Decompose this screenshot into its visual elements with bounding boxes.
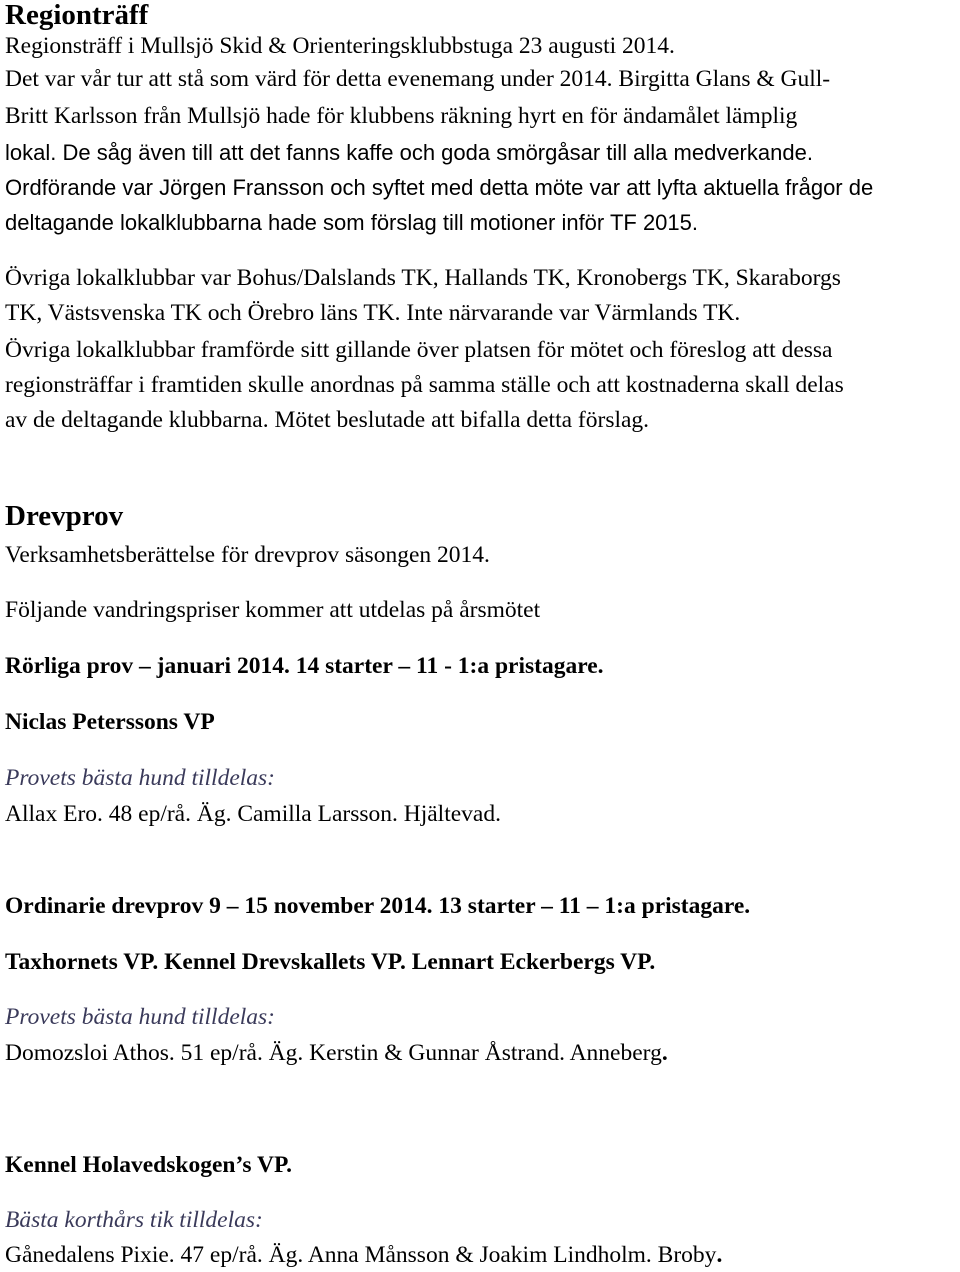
holavedskogen-winner-period: .: [716, 1242, 723, 1268]
regiontraff-line-3: Britt Karlsson från Mullsjö hade för klubbens räkning hyrt en för ändamålet lämplig: [5, 103, 798, 129]
ordinarie-winner-text: Domozsloi Athos. 51 ep/rå. Äg. Kerstin & Gunnar Åstrand. Anneberg: [5, 1040, 662, 1066]
ordinarie-label: Provets bästa hund tilldelas:: [5, 1004, 276, 1030]
holavedskogen-winner-text: Gånedalens Pixie. 47 ep/rå. Äg. Anna Månsson & Joakim Lindholm. Broby: [5, 1242, 717, 1268]
rorliga-prize-name: Niclas Peterssons VP: [5, 709, 215, 735]
holavedskogen-label: Bästa korthårs tik tilldelas:: [5, 1207, 263, 1233]
drevprov-heading: Drevprov: [5, 500, 124, 532]
drevprov-intro-2: Följande vandringspriser kommer att utdelas på årsmötet: [5, 597, 541, 623]
ordinarie-title: Ordinarie drevprov 9 – 15 november 2014. 13 starter – 11 – 1:a pristagare.: [5, 893, 751, 919]
rorliga-label: Provets bästa hund tilldelas:: [5, 765, 276, 791]
holavedskogen-prize-name: Kennel Holavedskogen’s VP.: [5, 1152, 293, 1178]
regiontraff-heading: Regionträff: [5, 0, 149, 31]
rorliga-winner: Allax Ero. 48 ep/rå. Äg. Camilla Larsson. Hjältevad.: [5, 801, 501, 827]
holavedskogen-winner: [5, 1240, 722, 1270]
drevprov-intro: Verksamhetsberättelse för drevprov säsongen 2014.: [5, 542, 490, 568]
regiontraff-line-5: Ordförande var Jörgen Fransson och syftet med detta möte var att lyfta aktuella frågor de: [5, 175, 874, 200]
regiontraff-line-8: TK, Västsvenska TK och Örebro läns TK. Inte närvarande var Värmlands TK.: [5, 300, 741, 326]
regiontraff-line-7: Övriga lokalklubbar var Bohus/Dalslands TK, Hallands TK, Kronobergs TK, Skaraborgs: [5, 265, 841, 291]
regiontraff-line-2: Det var vår tur att stå som värd för detta evenemang under 2014. Birgitta Glans & Gull-: [5, 66, 831, 92]
regiontraff-line-11: av de deltagande klubbarna. Mötet beslutade att bifalla detta förslag.: [5, 407, 650, 433]
rorliga-title: Rörliga prov – januari 2014. 14 starter – 11 - 1:a pristagare.: [5, 653, 604, 679]
regiontraff-line-6: deltagande lokalklubbarna hade som förslag till motioner inför TF 2015.: [5, 210, 698, 235]
ordinarie-prize-name: Taxhornets VP. Kennel Drevskallets VP. Lennart Eckerbergs VP.: [5, 949, 656, 975]
regiontraff-line-9: Övriga lokalklubbar framförde sitt gillande över platsen för mötet och föreslog att dessa: [5, 337, 833, 363]
regiontraff-line-10: regionsträffar i framtiden skulle anordnas på samma ställe och att kostnaderna skall delas: [5, 372, 844, 398]
ordinarie-winner-period: .: [661, 1040, 668, 1066]
regiontraff-line-1: Regionsträff i Mullsjö Skid & Orienteringsklubbstuga 23 augusti 2014.: [5, 33, 675, 59]
regiontraff-line-4: lokal. De såg även till att det fanns kaffe och goda smörgåsar till alla medverkande.: [5, 140, 813, 165]
ordinarie-winner: [5, 1038, 668, 1068]
